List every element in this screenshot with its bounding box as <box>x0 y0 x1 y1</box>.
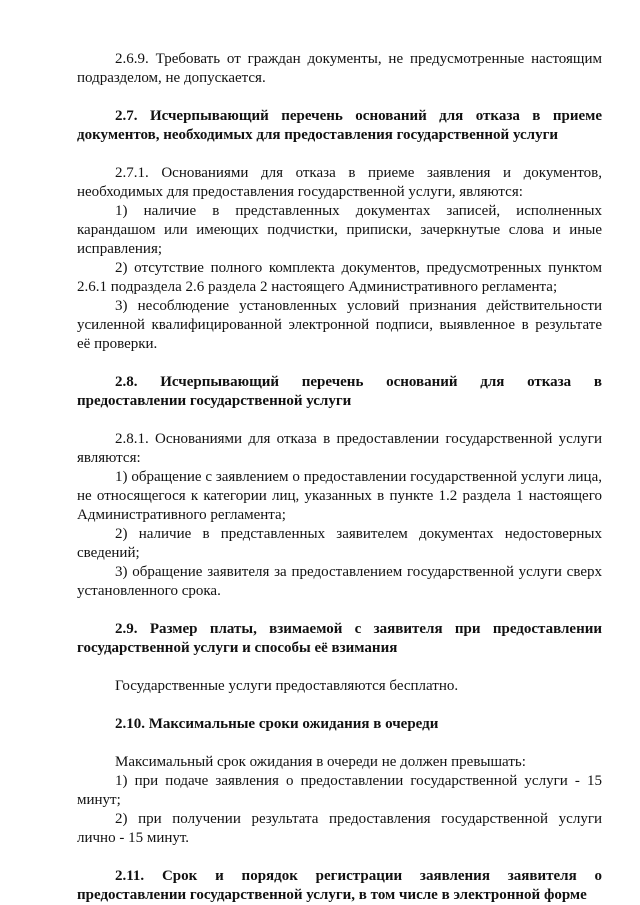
list-item-2-7-1-2: 2) отсутствие полного комплекта документов, предусмотренных пунктом 2.6.1 подраздела 2.6 раздела 2 настоящего Административного регламента; <box>77 260 602 295</box>
list-item-2-8-1-3: 3) обращение заявителя за предоставлением государственной услуги сверх установленного срока. <box>77 564 602 599</box>
heading-2-9: 2.9. Размер платы, взимаемой с заявителя при предоставлении государственной услуги и способы её взимания <box>77 621 602 656</box>
heading-2-11-line-2: предоставлении государственной услуги, в том числе в электронной форме <box>77 887 587 903</box>
list-item-2-8-1-2: 2) наличие в представленных заявителем документах недостоверных сведений; <box>77 526 602 561</box>
paragraph-2-7-1: 2.7.1. Основаниями для отказа в приеме заявления и документов, необходимых для предоставления государственной услуги, являются: <box>77 165 602 200</box>
paragraph-2-6-9: 2.6.9. Требовать от граждан документы, не предусмотренные настоящим подразделом, не допускается. <box>77 51 602 86</box>
list-item-2-7-1-1: 1) наличие в представленных документах записей, исполненных карандашом или имеющих подчистки, приписки, зачеркнутые слова и иные исправления; <box>77 203 602 257</box>
paragraph-2-10: Максимальный срок ожидания в очереди не должен превышать: <box>115 754 526 770</box>
list-item-2-8-1-1: 1) обращение с заявлением о предоставлении государственной услуги лица, не относящегося к категории лиц, указанных в пункте 1.2 раздела 1 настоящего Административного регламента; <box>77 469 602 523</box>
heading-2-7: 2.7. Исчерпывающий перечень оснований для отказа в приеме документов, необходимых для предоставления государственной услуги <box>77 108 602 143</box>
list-item-2-7-1-3: 3) несоблюдение установленных условий признания действительности усиленной квалифицированной электронной подписи, выявленное в результате её проверки. <box>77 298 602 352</box>
list-item-2-10-2: 2) при получении результата предоставления государственной услуги лично - 15 минут. <box>77 811 602 846</box>
heading-2-8-line-1: 2.8. Исчерпывающий перечень оснований для отказа в <box>115 374 602 390</box>
document-page <box>77 50 602 905</box>
heading-2-11-line-1: 2.11. Срок и порядок регистрации заявления заявителя о <box>115 868 602 884</box>
paragraph-2-9: Государственные услуги предоставляются бесплатно. <box>115 678 459 694</box>
heading-2-8-line-2: предоставлении государственной услуги <box>77 393 352 409</box>
heading-2-10: 2.10. Максимальные сроки ожидания в очереди <box>115 716 439 732</box>
paragraph-2-8-1: 2.8.1. Основаниями для отказа в предоставлении государственной услуги являются: <box>77 431 602 466</box>
list-item-2-10-1: 1) при подаче заявления о предоставлении государственной услуги - 15 минут; <box>77 773 602 808</box>
